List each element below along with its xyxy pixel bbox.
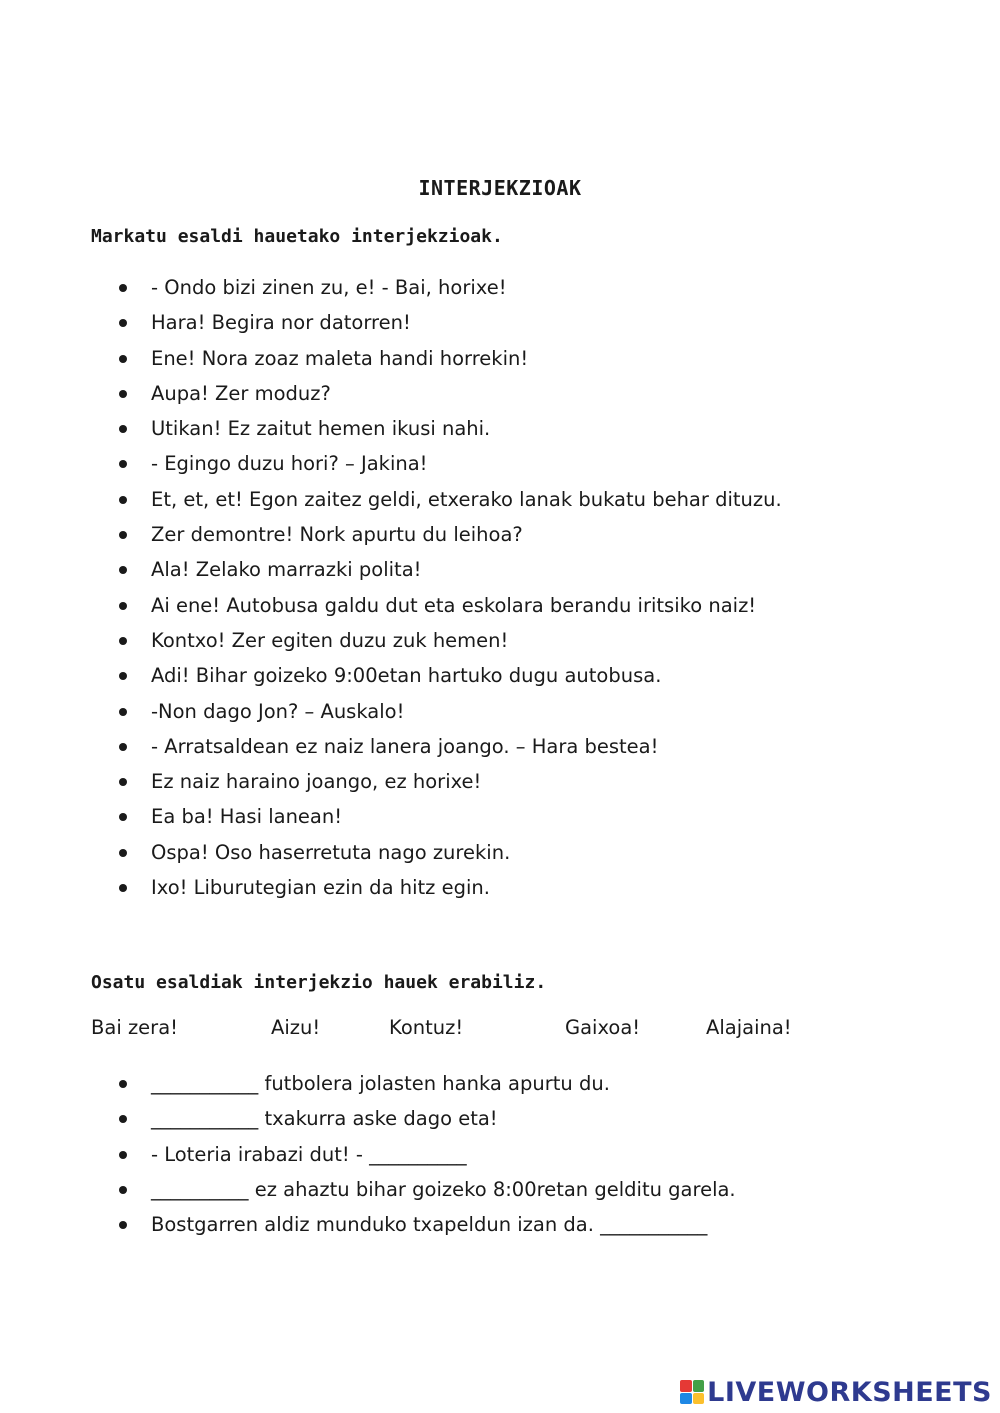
bullet-icon <box>119 284 127 292</box>
list-item: Bostgarren aldiz munduko txapeldun izan da. ___________ <box>115 1207 736 1242</box>
list-item: Kontxo! Zer egiten duzu zuk hemen! <box>115 623 782 658</box>
word-bank-item: Aizu! <box>271 1016 321 1039</box>
logo-square <box>693 1380 705 1392</box>
section1-heading: Markatu esaldi hauetako interjekzioak. <box>91 226 503 247</box>
bullet-icon <box>119 708 127 716</box>
list-item: - Egingo duzu hori? – Jakina! <box>115 446 782 481</box>
word-bank-item: Alajaina! <box>706 1016 792 1039</box>
logo-icon <box>680 1380 704 1404</box>
bullet-icon <box>119 602 127 610</box>
list-item: Ala! Zelako marrazki polita! <box>115 552 782 587</box>
word-bank <box>91 1016 851 1048</box>
bullet-icon <box>119 1151 127 1159</box>
list-item: Ea ba! Hasi lanean! <box>115 799 782 834</box>
bullet-icon <box>119 1080 127 1088</box>
bullet-icon <box>119 813 127 821</box>
bullet-icon <box>119 743 127 751</box>
bullet-icon <box>119 637 127 645</box>
bullet-icon <box>119 460 127 468</box>
section2-heading: Osatu esaldiak interjekzio hauek erabiliz. <box>91 972 547 993</box>
list-item: ___________ txakurra aske dago eta! <box>115 1101 736 1136</box>
bullet-icon <box>119 319 127 327</box>
list-item: Ospa! Oso haserretuta nago zurekin. <box>115 835 782 870</box>
bullet-icon <box>119 566 127 574</box>
list-item: Adi! Bihar goizeko 9:00etan hartuko dugu autobusa. <box>115 658 782 693</box>
list-item: Hara! Begira nor datorren! <box>115 305 782 340</box>
fill-in-sentence-list <box>115 1066 736 1242</box>
logo-text: LIVEWORKSHEETS <box>707 1376 992 1408</box>
list-item: - Ondo bizi zinen zu, e! - Bai, horixe! <box>115 270 782 305</box>
list-item: Zer demontre! Nork apurtu du leihoa? <box>115 517 782 552</box>
bullet-icon <box>119 355 127 363</box>
logo-square <box>693 1393 705 1405</box>
list-item: Et, et, et! Egon zaitez geldi, etxerako lanak bukatu behar dituzu. <box>115 482 782 517</box>
bullet-icon <box>119 849 127 857</box>
word-bank-item: Gaixoa! <box>565 1016 641 1039</box>
list-item: - Arratsaldean ez naiz lanera joango. – Hara bestea! <box>115 729 782 764</box>
bullet-icon <box>119 1221 127 1229</box>
list-item: __________ ez ahaztu bihar goizeko 8:00retan gelditu garela. <box>115 1172 736 1207</box>
list-item: Utikan! Ez zaitut hemen ikusi nahi. <box>115 411 782 446</box>
word-bank-item: Bai zera! <box>91 1016 178 1039</box>
list-item: Ixo! Liburutegian ezin da hitz egin. <box>115 870 782 905</box>
bullet-icon <box>119 390 127 398</box>
bullet-icon <box>119 496 127 504</box>
list-item: -Non dago Jon? – Auskalo! <box>115 694 782 729</box>
bullet-icon <box>119 884 127 892</box>
list-item: Ez naiz haraino joango, ez horixe! <box>115 764 782 799</box>
bullet-icon <box>119 425 127 433</box>
bullet-icon <box>119 778 127 786</box>
list-item: - Loteria irabazi dut! - __________ <box>115 1137 736 1172</box>
bullet-icon <box>119 1115 127 1123</box>
page-title: INTERJEKZIOAK <box>418 176 582 200</box>
liveworksheets-logo <box>680 1377 992 1407</box>
list-item: Ene! Nora zoaz maleta handi horrekin! <box>115 341 782 376</box>
bullet-icon <box>119 672 127 680</box>
interjection-sentence-list <box>115 270 782 905</box>
list-item: Ai ene! Autobusa galdu dut eta eskolara berandu iritsiko naiz! <box>115 588 782 623</box>
word-bank-item: Kontuz! <box>389 1016 464 1039</box>
list-item: Aupa! Zer moduz? <box>115 376 782 411</box>
bullet-icon <box>119 1186 127 1194</box>
logo-square <box>680 1380 692 1392</box>
logo-square <box>680 1393 692 1405</box>
bullet-icon <box>119 531 127 539</box>
list-item: ___________ futbolera jolasten hanka apurtu du. <box>115 1066 736 1101</box>
